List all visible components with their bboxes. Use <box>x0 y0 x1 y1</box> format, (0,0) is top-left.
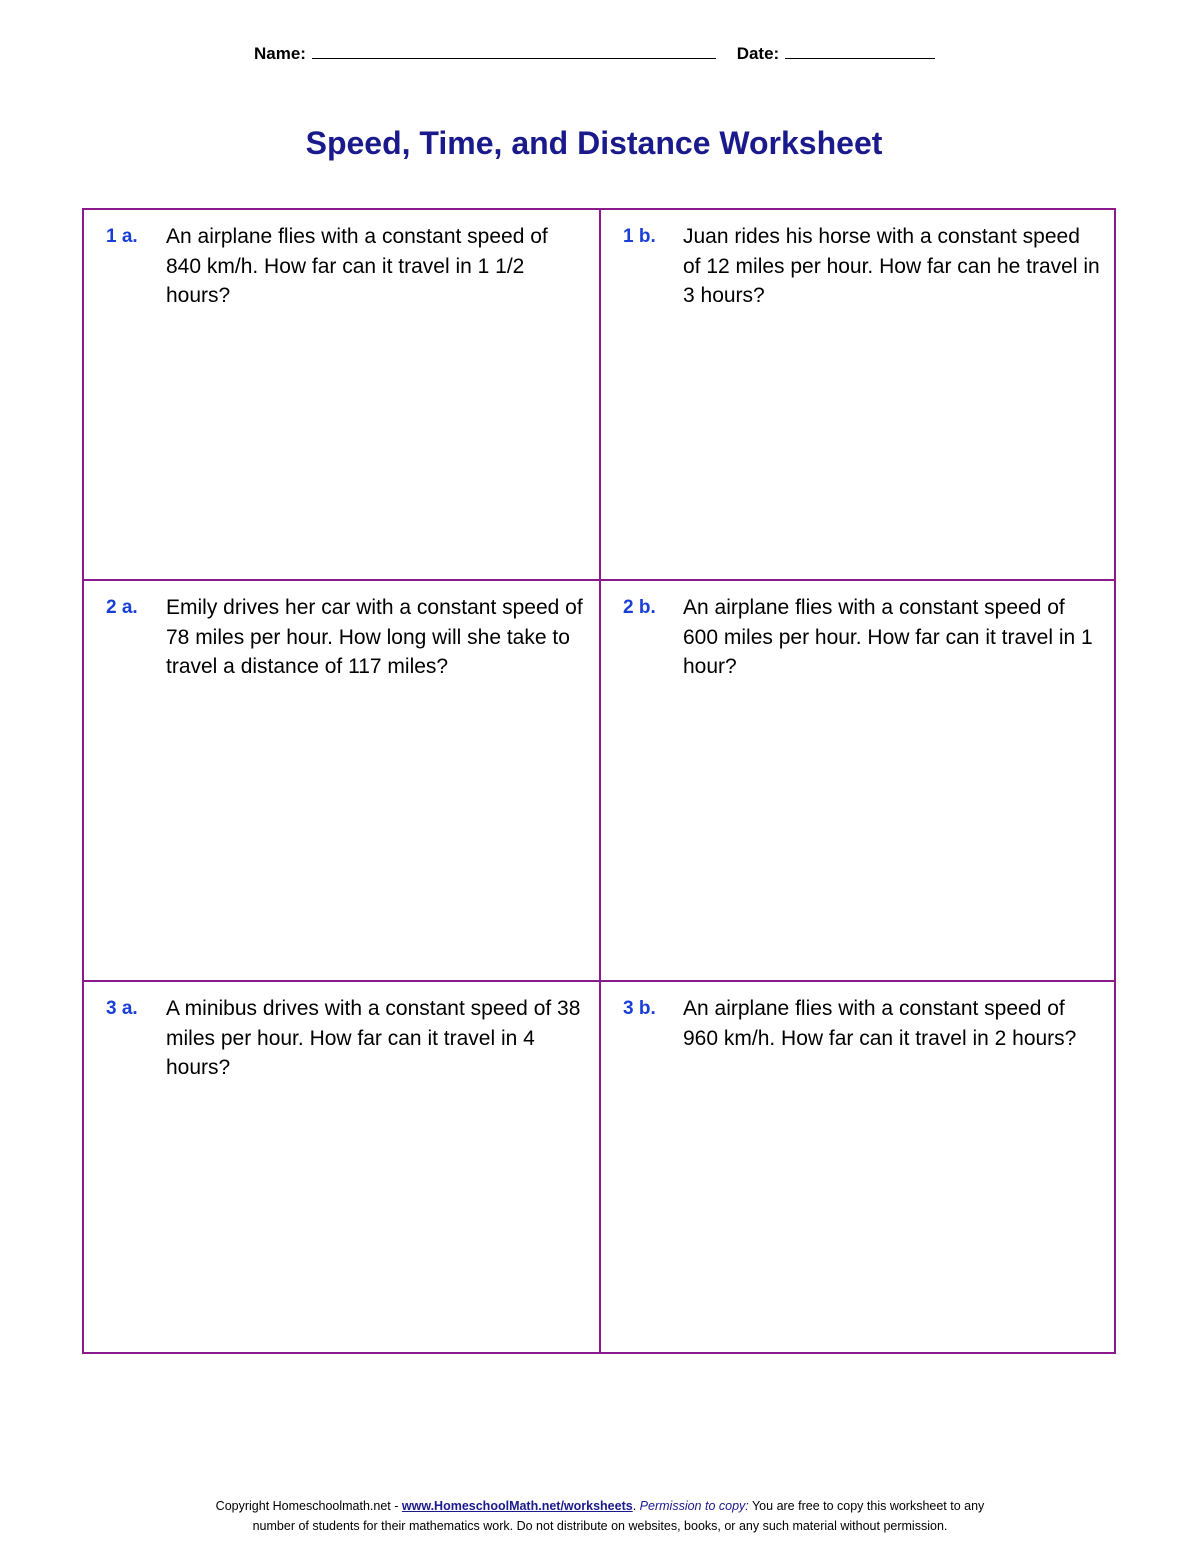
problem-cell-1a <box>84 210 601 581</box>
problem-text: An airplane flies with a constant speed of 600 miles per hour. How far can it travel in 1 hour? <box>683 596 1093 678</box>
footer-separator: . <box>632 1499 640 1513</box>
name-date-header <box>254 44 935 64</box>
problem-number: 3 b. <box>623 998 656 1019</box>
problem-number: 3 a. <box>106 998 138 1019</box>
problem-cell-1b <box>601 210 1114 581</box>
problem-number: 2 a. <box>106 597 138 618</box>
worksheets-link[interactable]: www.HomeschoolMath.net/worksheets <box>401 1499 633 1513</box>
problem-cell-2b <box>601 581 1114 982</box>
problem-number: 1 a. <box>106 226 138 247</box>
problem-text: An airplane flies with a constant speed of 960 km/h. How far can it travel in 2 hours? <box>683 997 1077 1050</box>
copyright-footer <box>0 1496 1200 1536</box>
problem-text: A minibus drives with a constant speed of 38 miles per hour. How far can it travel in 4 hours? <box>166 997 581 1079</box>
problem-text: Emily drives her car with a constant speed of 78 miles per hour. How long will she take to travel a distance of 117 miles? <box>166 596 583 678</box>
worksheet-title: Speed, Time, and Distance Worksheet <box>305 125 883 161</box>
problem-cell-2a <box>84 581 601 982</box>
problem-text: Juan rides his horse with a constant speed of 12 miles per hour. How far can he travel in 3 hours? <box>683 225 1100 307</box>
problem-cell-3b <box>601 982 1114 1352</box>
name-label: Name: <box>254 44 306 63</box>
date-blank-line[interactable] <box>785 44 935 59</box>
permission-label: Permission to copy: <box>639 1499 749 1513</box>
problem-cell-3a <box>84 982 601 1352</box>
name-blank-line[interactable] <box>312 44 716 59</box>
problem-number: 2 b. <box>623 597 656 618</box>
permission-text: You are free to copy this worksheet to any <box>748 1499 985 1513</box>
copyright-text: Copyright Homeschoolmath.net - <box>215 1499 402 1513</box>
problem-text: An airplane flies with a constant speed of 840 km/h. How far can it travel in 1 1/2 hours? <box>166 225 548 307</box>
problem-number: 1 b. <box>623 226 656 247</box>
date-label: Date: <box>736 44 780 63</box>
problems-grid <box>82 208 1116 1354</box>
footer-line-1 <box>0 1496 1200 1516</box>
footer-line-2: number of students for their mathematics work. Do not distribute on websites, books, or any such material without permission. <box>252 1519 948 1533</box>
